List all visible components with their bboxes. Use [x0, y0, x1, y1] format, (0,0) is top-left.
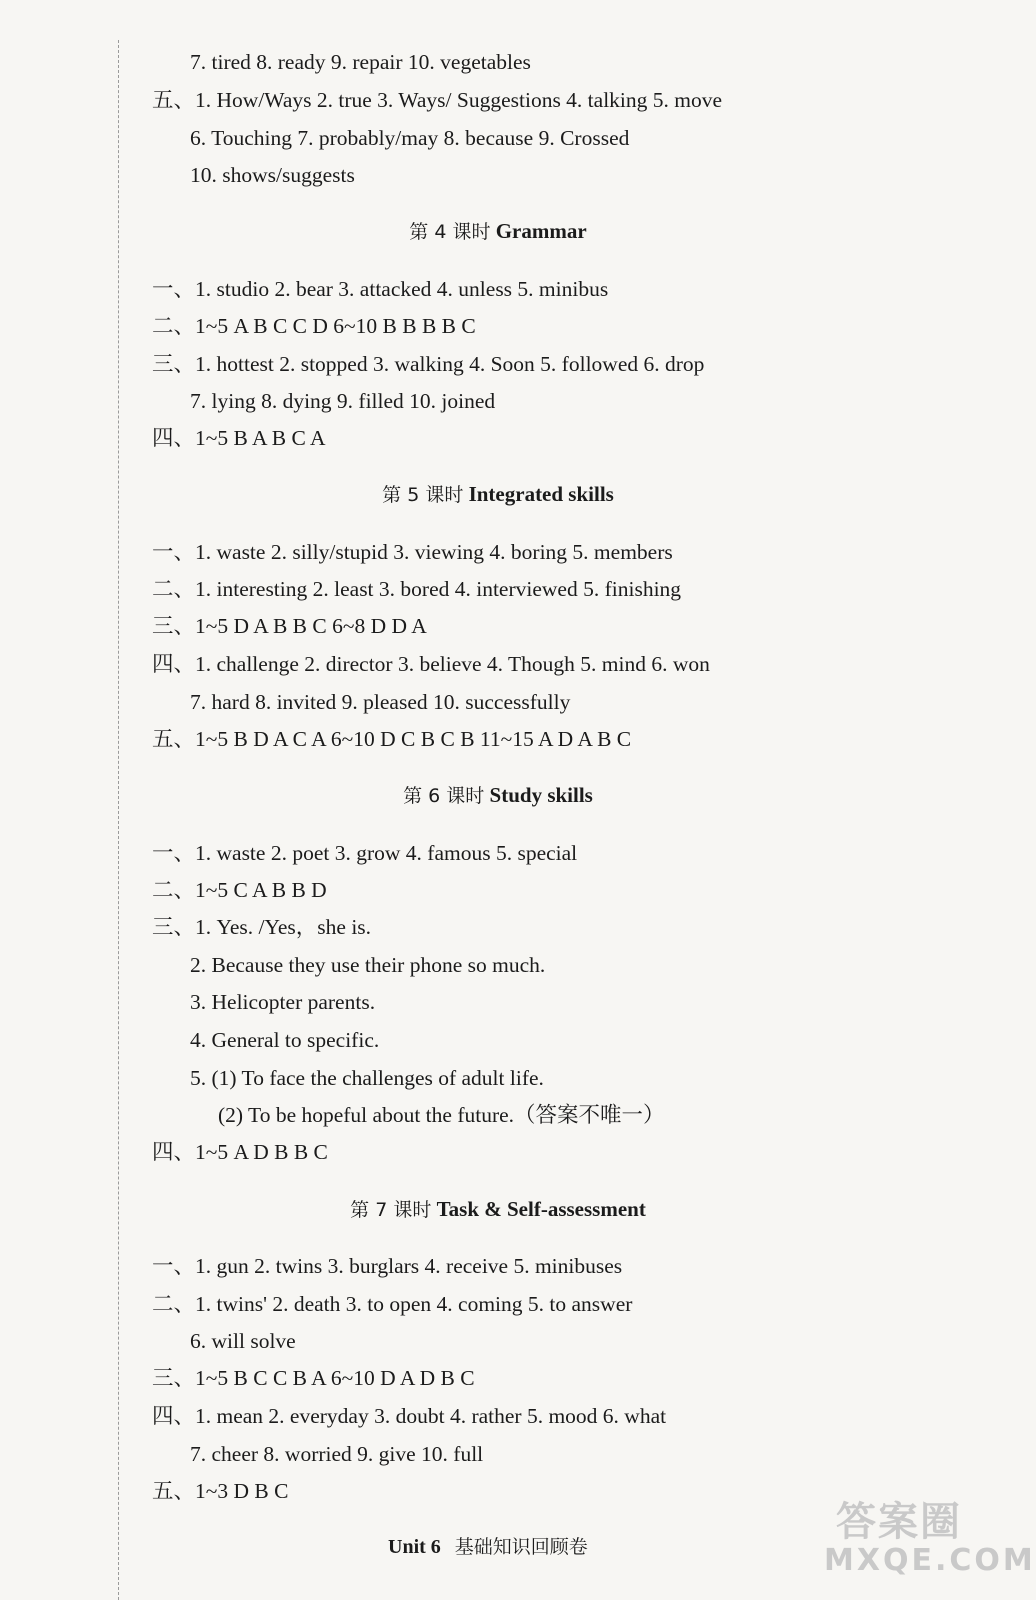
answer-line: 四、1~5 B A B C A: [152, 426, 326, 450]
answer-line: 6. will solve: [190, 1329, 296, 1353]
section-heading: [0, 1195, 996, 1224]
answer-line: 三、1. hottest 2. stopped 3. walking 4. Soon 5. followed 6. drop: [152, 352, 705, 376]
lesson-title: Task & Self-assessment: [436, 1197, 646, 1221]
answer-line: 四、1~5 A D B B C: [152, 1140, 328, 1164]
answer-line: 5. (1) To face the challenges of adult life.: [190, 1066, 544, 1090]
answer-line: 7. hard 8. invited 9. pleased 10. successfully: [190, 690, 571, 714]
section-heading: [0, 781, 996, 810]
answer-line: 四、1. challenge 2. director 3. believe 4. Though 5. mind 6. won: [152, 652, 710, 676]
answer-line: 10. shows/suggests: [190, 163, 355, 187]
answer-line: 7. lying 8. dying 9. filled 10. joined: [190, 389, 496, 413]
lesson-number: 第 6 课时: [403, 785, 485, 807]
answer-line: 五、1~5 B D A C A 6~10 D C B C B 11~15 A D A B C: [152, 727, 632, 751]
answer-line: 3. Helicopter parents.: [190, 990, 376, 1014]
answer-line: 一、1. gun 2. twins 3. burglars 4. receive 5. minibuses: [152, 1254, 623, 1278]
answer-line: 四、1. mean 2. everyday 3. doubt 4. rather 5. mood 6. what: [152, 1404, 667, 1428]
watermark-url: MXQE.COM: [824, 1543, 1036, 1578]
unit-title-cn: 基础知识回顾卷: [454, 1536, 588, 1558]
binding-margin-line: [118, 40, 119, 1600]
answer-line: 三、1~5 B C C B A 6~10 D A D B C: [152, 1366, 475, 1390]
answer-line: 4. General to specific.: [190, 1028, 380, 1052]
lesson-number: 第 5 课时: [382, 484, 464, 506]
lesson-title: Study skills: [489, 783, 593, 807]
answer-line: 二、1~5 C A B B D: [152, 878, 327, 902]
section-heading: [0, 480, 996, 509]
watermark-text: 答案圈: [836, 1499, 962, 1545]
answer-line: 2. Because they use their phone so much.: [190, 953, 546, 977]
answer-line: 二、1. twins' 2. death 3. to open 4. coming 5. to answer: [152, 1292, 633, 1316]
next-unit-title: [388, 1532, 588, 1559]
lesson-number: 第 7 课时: [350, 1199, 432, 1221]
answer-line: 一、1. waste 2. poet 3. grow 4. famous 5. special: [152, 841, 578, 865]
answer-line: 二、1. interesting 2. least 3. bored 4. interviewed 5. finishing: [152, 577, 682, 601]
answer-line: 7. cheer 8. worried 9. give 10. full: [190, 1442, 484, 1466]
answer-line: 6. Touching 7. probably/may 8. because 9. Crossed: [190, 126, 630, 150]
answer-line: 一、1. studio 2. bear 3. attacked 4. unless 5. minibus: [152, 277, 609, 301]
lesson-title: Grammar: [495, 219, 587, 243]
lesson-number: 第 4 课时: [409, 221, 491, 243]
answer-line: 五、1~3 D B C: [152, 1479, 289, 1503]
answer-line: 三、1~5 D A B B C 6~8 D D A: [152, 614, 427, 638]
section-heading: [0, 217, 996, 246]
answer-line: 二、1~5 A B C C D 6~10 B B B B C: [152, 314, 476, 338]
watermark-logo: [824, 1499, 1036, 1590]
unit-label: Unit 6: [388, 1536, 441, 1558]
answer-line: 五、1. How/Ways 2. true 3. Ways/ Suggestions 4. talking 5. move: [152, 88, 723, 112]
answer-line: 7. tired 8. ready 9. repair 10. vegetables: [190, 50, 531, 74]
answer-line: (2) To be hopeful about the future.（答案不唯一）: [218, 1103, 665, 1127]
answer-line: 三、1. Yes. /Yes，she is.: [152, 915, 372, 939]
answer-line: 一、1. waste 2. silly/stupid 3. viewing 4. boring 5. members: [152, 540, 673, 564]
lesson-title: Integrated skills: [468, 482, 614, 506]
